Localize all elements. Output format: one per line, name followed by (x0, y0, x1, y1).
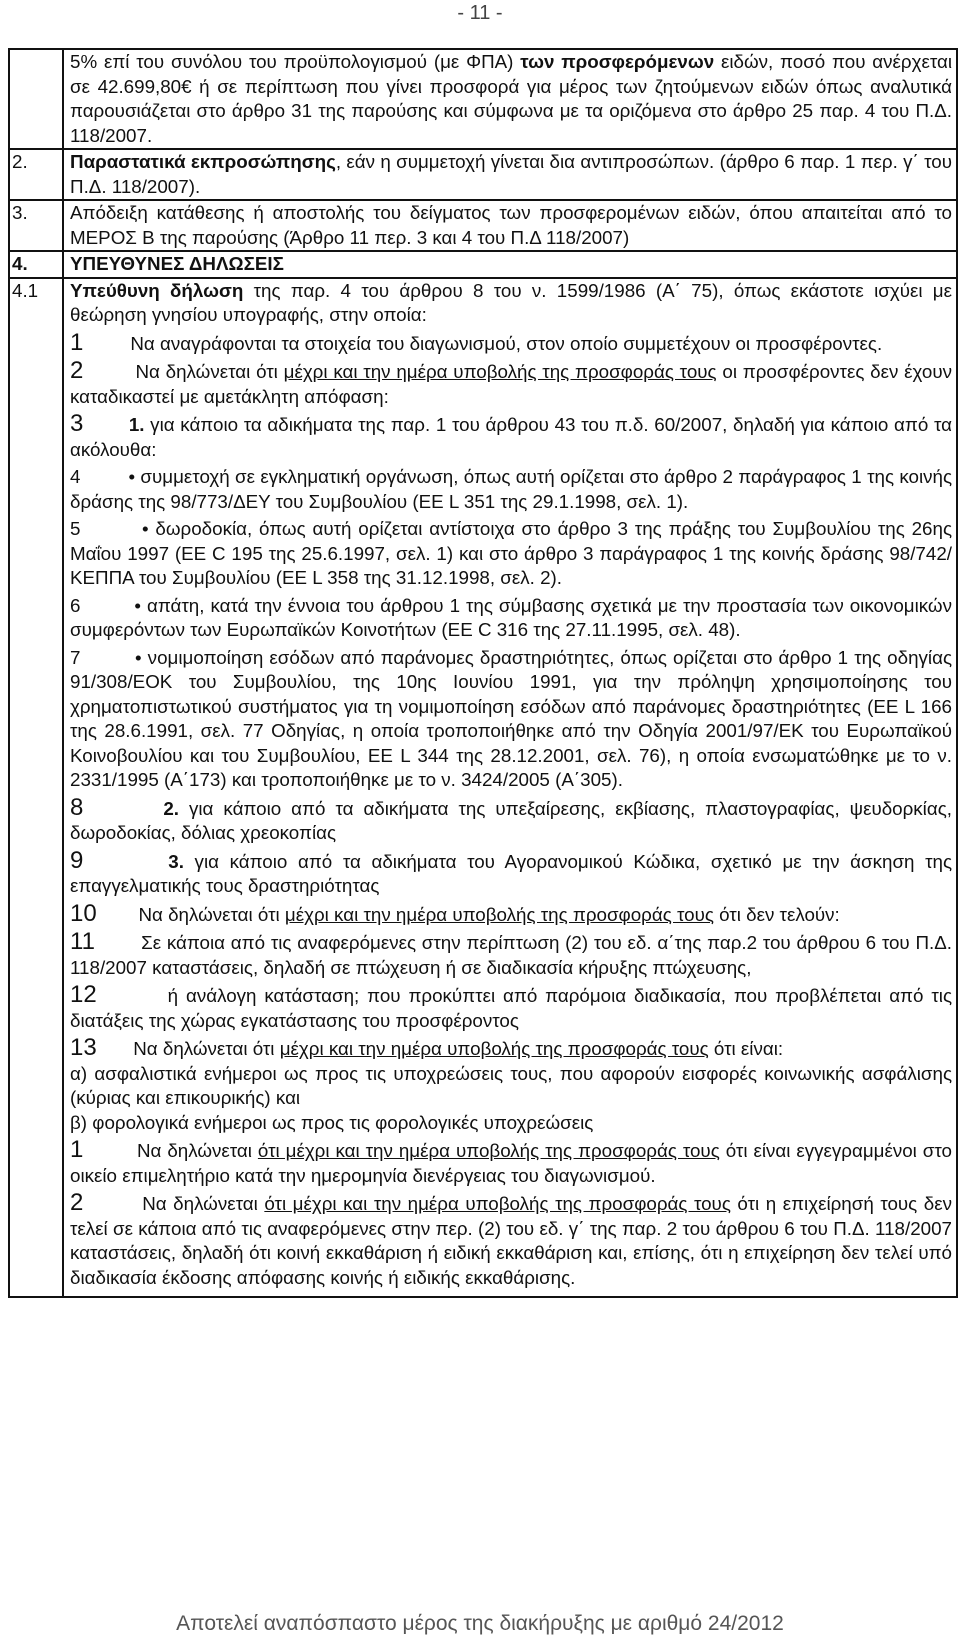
text-run: • δωροδοκία, όπως αυτή ορίζεται αντίστοιχα στο άρθρο 3 της πράξης του Συμβουλίου της 26ης Μαΐου 1997 (ΕΕ C 195 της 25.6.1997, σελ. 1) και στο άρθρο 3 παράγραφος 1 της κοινής δράσης 98/742/ΚΕΠΠΑ του Συμβουλίου (ΕΕ L 358 της 31.12.1998, σελ. 2). (70, 518, 952, 588)
text-run: της παρ. 4 του άρθρου 8 του ν. 1599/1986 (Α΄ 75), όπως εκάστοτε ισχύει με θεώρηση γνησίου υπογραφής, στην οποία: (70, 279, 952, 325)
row-number (9, 251, 63, 278)
row-number (9, 49, 63, 149)
text-run: Σε κάποια από τις αναφερόμενες στην περίπτωση (2) του εδ. α΄της παρ.2 του άρθρου 6 του Π.Δ. 118/2007 καταστάσεις, δηλαδή σε πτώχευση ή σε διαδικασία κήρυξης πτώχευσης, (70, 932, 952, 978)
text-run: ή ανάλογη κατάσταση; που προκύπτει από παρόμοια διαδικασία, που προβλέπεται από τις διατάξεις της χώρας εγκατάστασης του προσφέροντος (70, 985, 952, 1031)
bold-run: 3. (168, 850, 184, 872)
text-run: για κάποιο τα αδικήματα της παρ. 1 του άρθρου 43 του π.δ. 60/2007, δηλαδή για κάποιο από τα ακόλουθα: (70, 414, 953, 460)
paragraph (70, 1191, 952, 1290)
paragraph (70, 517, 952, 591)
item-number: 11 (70, 928, 95, 955)
row-number: 3. (9, 200, 63, 251)
underlined-run: μέχρι και την ημέρα υποβολής της προσφοράς τους (284, 903, 714, 925)
text-run: ότι είναι εγγεγραμμένοι στο οικείο επιμελητήριο κατά την ημερομηνία διενέργειας του διαγωνισμού. (70, 1140, 952, 1186)
bold-run: των προσφερόμενων (520, 51, 715, 72)
paragraph (70, 465, 952, 514)
text-run: ότι η επιχείρησή τους δεν τελεί σε κάποια από τις αναφερόμενες στην περ. (2) του εδ. γ΄ της παρ. 2 του άρθρου 6 του Π.Δ. 118/2007 καταστάσεις, δηλαδή ότι κοινή εκκαθάριση ή ειδική εκκαθάριση και, επίσης, ότι η επιχείρηση δεν τελεί υπό διαδικασία έκδοσης απόφασης κοινής ή ειδικής εκκαθάρισης. (70, 1193, 952, 1288)
item-number: 9 (70, 846, 84, 874)
row-text (63, 251, 957, 278)
paragraph (70, 846, 953, 899)
item-number: 2 (70, 357, 84, 384)
paragraph (70, 594, 952, 643)
text-run: Να αναγράφονται τα στοιχεία του διαγωνισμού, στον οποίο συμμετέχουν οι προσφέροντες. (130, 332, 883, 354)
item-number: 3 (70, 410, 84, 437)
paragraph (70, 412, 952, 462)
text-run: • συμμετοχή σε εγκληματική οργάνωση, όπως αυτή ορίζεται στο άρθρο 2 παράγραφος 1 της κοινής δράσης της 98/773/ΔΕΥ του Συμβουλίου (ΕΕ L 351 της 29.1.1998, σελ. 1). (70, 466, 953, 512)
requirements-table (8, 48, 958, 1298)
table-row (9, 278, 957, 1298)
item-number: 12 (70, 981, 97, 1008)
text-run: Να δηλώνεται (136, 1140, 258, 1161)
text-run: για κάποιο από τα αδικήματα της υπεξαίρεσης, εκβίασης, πλαστογραφίας, ψευδορκίας, δωροδοκίας, δόλιας χρεοκοπίας (70, 797, 952, 843)
text-run: • απάτη, κατά την έννοια του άρθρου 1 της σύμβασης σχετικά με την προστασία των οικονομικών συμφερόντων των Ευρωπαϊκών Κοινοτήτων (ΕΕ C 316 της 27.11.1995, σελ. 48). (70, 594, 952, 640)
text-run: ότι δεν τελούν: (713, 903, 840, 925)
text-run: Να δηλώνεται ότι (138, 903, 285, 925)
table-row (9, 251, 957, 278)
bold-run: Παραστατικά εκπροσώπησης (70, 151, 336, 172)
row-text (63, 278, 957, 1298)
paragraph: β) φορολογικά ενήμεροι ως προς τις φορολογικές υποχρεώσεις (70, 1111, 594, 1133)
item-number: 1 (70, 1136, 84, 1163)
item-number: 10 (70, 899, 97, 927)
item-number: 2 (70, 1189, 84, 1216)
row-text (63, 49, 957, 149)
item-number: 13 (70, 1034, 97, 1061)
row-number: 2. (9, 149, 63, 200)
text-run: Να δηλώνεται ότι (133, 1038, 280, 1059)
text-run: ειδών, ποσό που ανέρχεται σε 42.699,80€ ή σε περίπτωση που γίνει προσφορά για μέρος των ζητούμενων ειδών όπως αναλυτικά παρουσιάζεται στο άρθρο 31 της παρούσης και σύμφωνα με τα οριζόμενα στο άρθρο 25 παρ. 4 του Π.Δ. 118/2007. (70, 51, 952, 146)
item-number: 4 (70, 466, 81, 487)
paragraph (70, 930, 952, 980)
paragraph (70, 1138, 952, 1188)
text-run: ότι είναι: (708, 1038, 784, 1059)
paragraph: α) ασφαλιστικά ενήμεροι ως προς τις υποχρεώσεις τους, που αφορούν εισφορές κοινωνικής ασφάλισης (κύριας και επικουρικής) και (70, 1062, 952, 1108)
paragraph (70, 359, 952, 409)
text-run: Να δηλώνεται ότι (135, 361, 284, 382)
section-number: 4. (12, 253, 28, 274)
item-number: 7 (70, 646, 81, 668)
underlined-run: ότι μέχρι και την ημέρα υποβολής της προσφοράς τους (257, 1140, 720, 1161)
bold-run: Υπεύθυνη δήλωση (70, 279, 244, 301)
text-run: , εάν η συμμετοχή γίνεται δια αντιπροσώπων. (άρθρο 6 παρ. 1 περ. γ΄ του Π.Δ. 118/2007). (70, 151, 952, 197)
paragraph (70, 983, 952, 1033)
paragraph (70, 328, 952, 357)
section-heading: ΥΠΕΥΘΥΝΕΣ ΔΗΛΩΣΕΙΣ (70, 253, 284, 274)
document-footer: Αποτελεί αναπόσπαστο μέρος της διακήρυξης με αριθμό 24/2012 (176, 1612, 784, 1635)
text-run: 5% επί του συνόλου του προϋπολογισμού (με ΦΠΑ) (70, 51, 521, 72)
table-row (9, 49, 957, 149)
text-run: για κάποιο από τα αδικήματα του Αγορανομικού Κώδικα, σχετικό με την άσκηση της επαγγελματικής τους δραστηριότητας (70, 850, 953, 896)
row-number: 4.1 (9, 278, 63, 1298)
row-text (63, 149, 957, 200)
underlined-run: ότι μέχρι και την ημέρα υποβολής της προσφοράς τους (264, 1193, 731, 1214)
text-run: Να δηλώνεται (142, 1193, 265, 1214)
row-text: Απόδειξη κατάθεσης ή αποστολής του δείγματος των προσφερομένων ειδών, όπου απαιτείται από το ΜΕΡΟΣ Β της παρούσης (Άρθρο 11 περ. 3 και 4 του Π.Δ 118/2007) (63, 200, 957, 251)
item-number: 6 (70, 594, 81, 616)
bold-run: 1. (128, 414, 145, 435)
underlined-run: μέχρι και την ημέρα υποβολής της προσφοράς τους (283, 361, 717, 382)
paragraph (70, 793, 952, 846)
item-number: 1 (70, 328, 84, 356)
paragraph (70, 646, 952, 793)
table-row (9, 200, 957, 251)
bold-run: 2. (163, 797, 179, 819)
paragraph (70, 899, 952, 928)
underlined-run: μέχρι και την ημέρα υποβολής της προσφοράς τους (279, 1038, 709, 1059)
paragraph (70, 279, 952, 328)
text-run: • νομιμοποίηση εσόδων από παράνομες δραστηριότητες, όπως ορίζεται στο άρθρο 1 της οδηγίας 91/308/ΕΟΚ του Συμβουλίου, της 10ης Ιουνίου 1991, για την πρόληψη χρησιμοποίησης του χρηματοπιστωτικού συστήματος για τη νομιμοποίηση εσόδων από παράνομες δραστηριότητες (ΕΕ L 166 της 28.6.1991, σελ. 77 Οδηγίας, η οποία τροποποιήθηκε από την Οδηγία 2001/97/ΕΚ του Ευρωπαϊκού Κοινοβουλίου και του Συμβουλίου, ΕΕ L 344 της 28.12.2001, σελ. 76), η οποία ενσωματώθηκε με το ν. 2331/1995 (Α΄173) και τροποποιήθηκε με το ν. 3424/2005 (Α΄305). (70, 646, 952, 790)
item-number: 8 (70, 793, 84, 821)
text-run: οι προσφέροντες δεν έχουν καταδικαστεί με αμετάκλητη απόφαση: (70, 361, 953, 407)
paragraph (70, 1036, 952, 1062)
page-number: - 11 - (457, 2, 503, 24)
table-row (9, 149, 957, 200)
item-number: 5 (70, 518, 81, 539)
